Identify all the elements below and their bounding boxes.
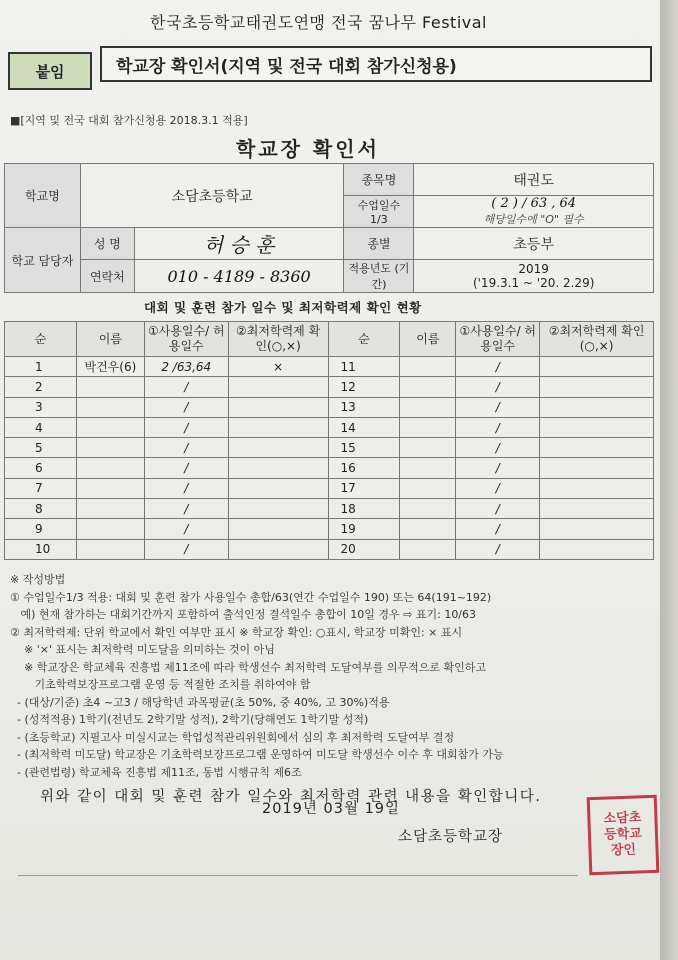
row-number: 2 bbox=[5, 377, 77, 397]
name-label: 성 명 bbox=[80, 228, 134, 260]
info-table bbox=[4, 163, 654, 293]
participant-days: / bbox=[144, 519, 228, 539]
table-row bbox=[5, 519, 654, 539]
row-number: 12 bbox=[328, 377, 400, 397]
header-check-left: ②최저학력제 확인(○,×) bbox=[228, 322, 328, 357]
participant-check bbox=[228, 478, 328, 498]
participant-check bbox=[228, 458, 328, 478]
instruction-line: ① 수업일수1/3 적용: 대회 및 훈련 참가 사용일수 총합/63(연간 수업일수 190) 또는 64(191~192) bbox=[10, 590, 492, 604]
event-label: 종목명 bbox=[344, 164, 414, 196]
participant-check bbox=[228, 417, 328, 437]
participant-check bbox=[228, 438, 328, 458]
official-seal bbox=[587, 795, 660, 875]
event-title: 한국초등학교태권도연맹 전국 꿈나무 Festival bbox=[150, 13, 487, 32]
row-number: 5 bbox=[5, 438, 77, 458]
header-no-right: 순 bbox=[328, 322, 400, 357]
participant-name bbox=[400, 539, 456, 559]
row-number: 14 bbox=[328, 417, 400, 437]
instruction-line: ※ 작성방법 bbox=[10, 573, 66, 586]
participant-check bbox=[228, 499, 328, 519]
instruction-line: - (최저학력 미도달) 학교장은 기초학력보장프로그램 운영하여 미도달 학생선수 이수 후 대회참가 가능 bbox=[10, 748, 504, 761]
category-label: 종별 bbox=[344, 228, 414, 260]
contact-value: 010 - 4189 - 8360 bbox=[134, 260, 344, 293]
table-row bbox=[5, 377, 654, 397]
participant-name bbox=[400, 377, 456, 397]
participants-table bbox=[4, 321, 654, 560]
instruction-line: - (초등학교) 지필고사 미실시교는 학업성적관리위원회에서 심의 후 최저학력 도달여부 결정 bbox=[10, 730, 455, 744]
row-number: 3 bbox=[5, 397, 77, 417]
row-number: 13 bbox=[328, 397, 400, 417]
row-number: 6 bbox=[5, 458, 77, 478]
participant-name bbox=[76, 539, 144, 559]
participant-days: / bbox=[144, 539, 228, 559]
table-row bbox=[5, 499, 654, 519]
participant-days: / bbox=[456, 377, 540, 397]
event-value: 태권도 bbox=[414, 164, 654, 196]
instruction-line: ※ '×' 표시는 최저학력 미도달을 의미하는 것이 아님 bbox=[10, 643, 275, 656]
participant-name bbox=[400, 397, 456, 417]
participant-days: / bbox=[144, 499, 228, 519]
participant-check bbox=[540, 499, 654, 519]
participant-check bbox=[540, 519, 654, 539]
row-number: 9 bbox=[5, 519, 77, 539]
days-value: ( 2 ) / 63 , 64 bbox=[491, 196, 577, 211]
instruction-line: - (성적적용) 1학기(전년도 2학기말 성적), 2학기(당해연도 1학기말 성적) bbox=[10, 713, 369, 726]
participant-check bbox=[540, 377, 654, 397]
participant-days: / bbox=[144, 458, 228, 478]
row-number: 19 bbox=[328, 519, 400, 539]
table-row bbox=[5, 458, 654, 478]
row-number: 16 bbox=[328, 458, 400, 478]
row-number: 17 bbox=[328, 478, 400, 498]
table-row bbox=[5, 417, 654, 437]
period-value: ('19.3.1 ~ '20. 2.29) bbox=[472, 276, 595, 290]
header-check-right: ②최저학력제 확인(○,×) bbox=[540, 322, 654, 357]
participant-days: / bbox=[456, 499, 540, 519]
table-row bbox=[5, 478, 654, 498]
name-value: 허 승 훈 bbox=[134, 228, 344, 260]
header-days-right: ①사용일수/ 허용일수 bbox=[456, 322, 540, 357]
participant-check bbox=[228, 519, 328, 539]
school-value: 소담초등학교 bbox=[80, 164, 344, 228]
participant-check bbox=[540, 357, 654, 377]
contact-label: 연락처 bbox=[80, 260, 134, 293]
participant-name bbox=[400, 519, 456, 539]
doc-title: 학교장 확인서 bbox=[236, 137, 380, 161]
table-row bbox=[5, 357, 654, 377]
year-label: 적용년도 (기간) bbox=[344, 260, 414, 293]
participant-check bbox=[540, 458, 654, 478]
header-name-right: 이름 bbox=[400, 322, 456, 357]
header-days-left: ①사용일수/ 허용일수 bbox=[144, 322, 228, 357]
row-number: 1 bbox=[5, 357, 77, 377]
participant-days: 2 /63,64 bbox=[144, 357, 228, 377]
participant-name bbox=[400, 478, 456, 498]
participant-days: / bbox=[144, 377, 228, 397]
row-number: 4 bbox=[5, 417, 77, 437]
participant-name bbox=[400, 499, 456, 519]
participant-check bbox=[228, 377, 328, 397]
days-note: 해당일수에 "O" 필수 bbox=[483, 213, 584, 226]
doc-heading-box bbox=[100, 46, 652, 82]
participant-days: / bbox=[456, 438, 540, 458]
participant-name bbox=[400, 357, 456, 377]
instruction-line: ※ 학교장은 학교체육 진흥법 제11조에 따라 학생선수 최저학력 도달여부를 의무적으로 확인하고 bbox=[10, 660, 486, 674]
participant-days: / bbox=[456, 458, 540, 478]
participant-name bbox=[76, 438, 144, 458]
participant-days: / bbox=[144, 397, 228, 417]
participant-name: 박건우(6) bbox=[76, 357, 144, 377]
participant-name bbox=[76, 478, 144, 498]
days-cell bbox=[414, 196, 654, 228]
participant-check bbox=[540, 417, 654, 437]
instruction-line: 예) 현재 참가하는 대회기간까지 포함하여 출석인정 결석일수 총합이 10일 경우 ⇨ 표기: 10/63 bbox=[10, 608, 477, 621]
participant-check bbox=[540, 539, 654, 559]
participant-days: / bbox=[456, 397, 540, 417]
participant-check bbox=[540, 478, 654, 498]
participant-days: / bbox=[456, 357, 540, 377]
header-no-left: 순 bbox=[5, 322, 77, 357]
instruction-line: - (대상/기준) 초4 ~고3 / 해당학년 과목평균(초 50%, 중 40%, 고 30%)적용 bbox=[10, 695, 390, 709]
instructions bbox=[10, 571, 504, 781]
school-label: 학교명 bbox=[5, 164, 81, 228]
participant-name bbox=[76, 499, 144, 519]
participants-body bbox=[5, 357, 654, 560]
participant-check bbox=[540, 438, 654, 458]
participants-header-row bbox=[5, 322, 654, 357]
row-number: 20 bbox=[328, 539, 400, 559]
row-number: 15 bbox=[328, 438, 400, 458]
days-label: 수업일수 1/3 bbox=[344, 196, 414, 228]
instruction-line: - (관련법령) 학교체육 진흥법 제11조, 동법 시행규칙 제6조 bbox=[10, 765, 302, 779]
participant-name bbox=[76, 417, 144, 437]
participant-name bbox=[76, 377, 144, 397]
category-value: 초등부 bbox=[414, 228, 654, 260]
principal-name: 소담초등학교장 bbox=[398, 829, 504, 845]
form-reference: ■[지역 및 전국 대회 참가신청용 2018.3.1 적용] bbox=[10, 114, 248, 127]
date: 2019년 03월 19일 bbox=[262, 801, 401, 817]
table-row bbox=[5, 397, 654, 417]
participant-name bbox=[76, 458, 144, 478]
participant-days: / bbox=[456, 478, 540, 498]
row-number: 11 bbox=[328, 357, 400, 377]
confirm-text: 위와 같이 대회 및 훈련 참가 일수와 최저학력 관련 내용을 확인합니다. bbox=[40, 789, 542, 805]
row-number: 7 bbox=[5, 478, 77, 498]
participant-name bbox=[400, 458, 456, 478]
participant-days: / bbox=[456, 417, 540, 437]
participant-check bbox=[228, 397, 328, 417]
row-number: 10 bbox=[5, 539, 77, 559]
participant-days: / bbox=[456, 519, 540, 539]
participant-days: / bbox=[144, 438, 228, 458]
table-row bbox=[5, 438, 654, 458]
participant-name bbox=[76, 519, 144, 539]
seal-text: 소담초등학교장인 bbox=[603, 810, 643, 859]
participant-name bbox=[76, 397, 144, 417]
table-row bbox=[5, 539, 654, 559]
attachment-tag: 붙임 bbox=[8, 52, 92, 90]
instruction-line: ② 최저학력제: 단위 학교에서 확인 여부만 표시 ※ 학교장 확인: ○표시, 학교장 미확인: × 표시 bbox=[10, 625, 463, 639]
row-number: 8 bbox=[5, 499, 77, 519]
participant-days: / bbox=[144, 478, 228, 498]
header-name-left: 이름 bbox=[76, 322, 144, 357]
participant-days: / bbox=[144, 417, 228, 437]
doc-heading: 학교장 확인서(지역 및 전국 대회 참가신청용) bbox=[116, 56, 457, 77]
participant-name bbox=[400, 438, 456, 458]
instruction-line: 기초학력보장프로그램 운영 등 적절한 조치를 취하여야 함 bbox=[10, 678, 311, 691]
year-value: 2019 bbox=[518, 262, 549, 276]
manager-label: 학교 담당자 bbox=[5, 228, 81, 293]
page-edge bbox=[660, 0, 678, 960]
bottom-divider bbox=[18, 875, 578, 876]
year-cell bbox=[414, 260, 654, 293]
participant-name bbox=[400, 417, 456, 437]
participant-check: × bbox=[228, 357, 328, 377]
participant-check bbox=[228, 539, 328, 559]
participant-check bbox=[540, 397, 654, 417]
row-number: 18 bbox=[328, 499, 400, 519]
participant-days: / bbox=[456, 539, 540, 559]
participants-caption: 대회 및 훈련 참가 일수 및 최저학력제 확인 현황 bbox=[144, 300, 422, 315]
